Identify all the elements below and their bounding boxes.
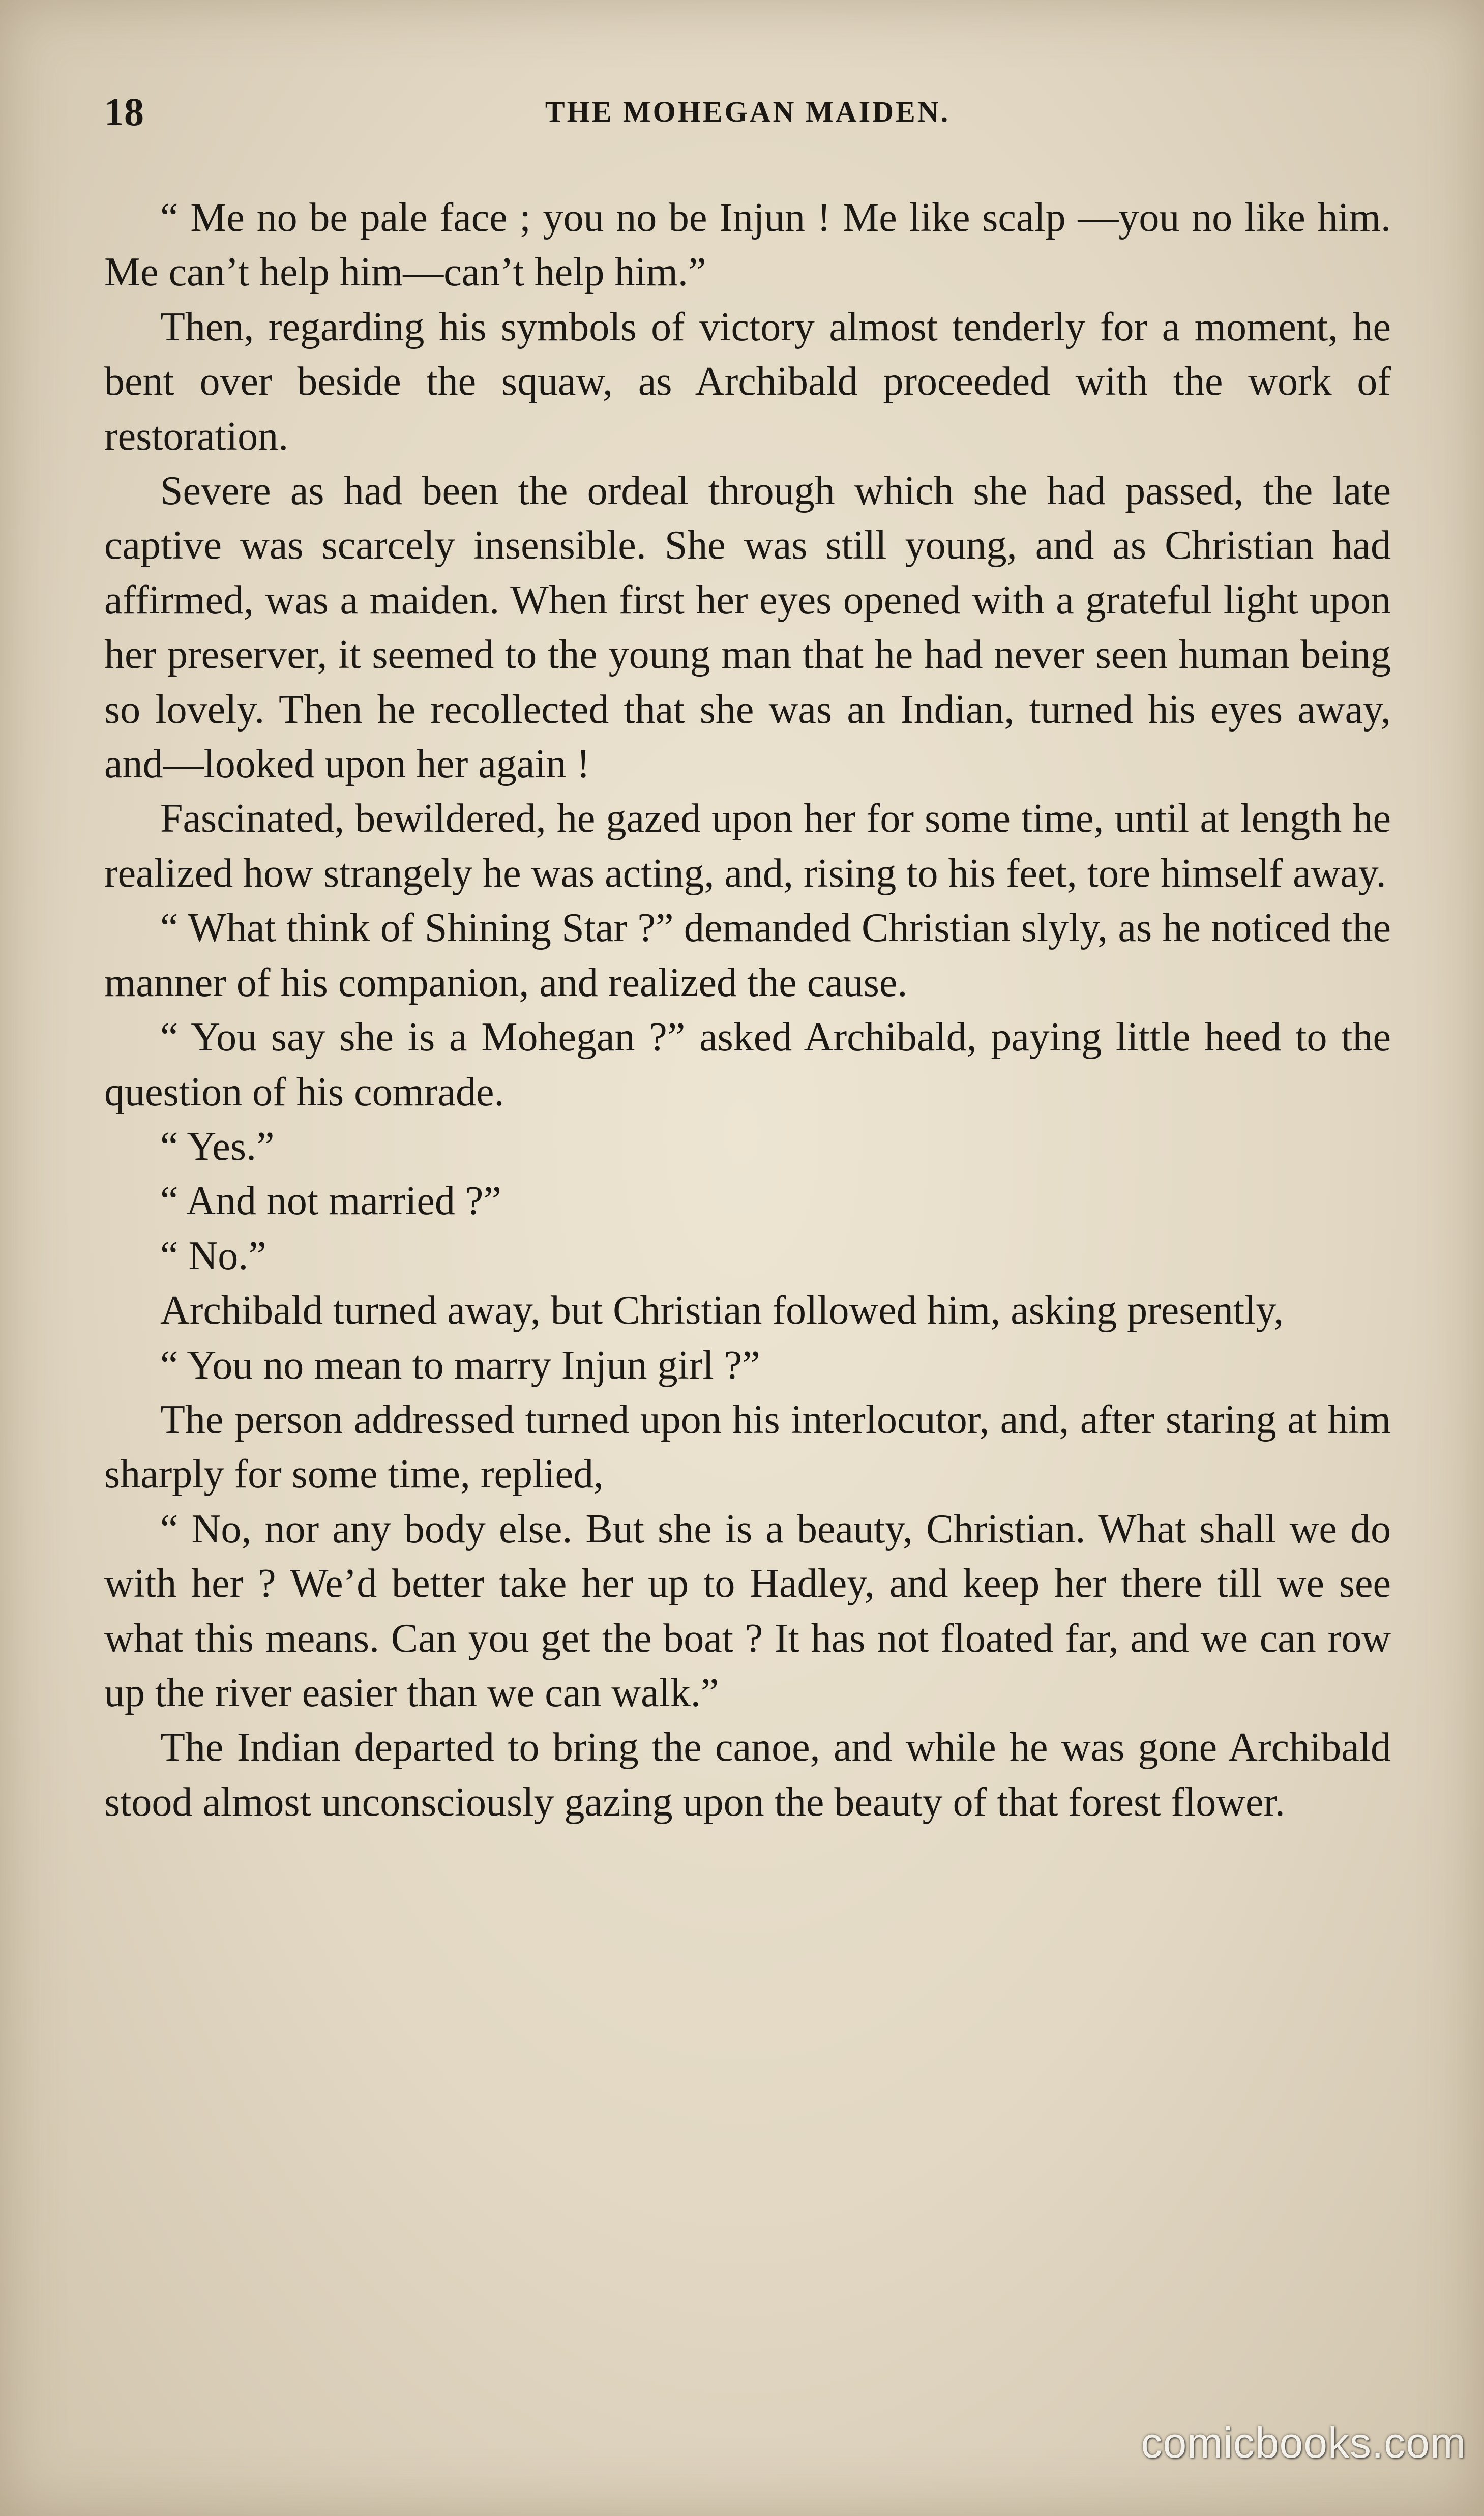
page-number: 18 <box>104 90 144 134</box>
paragraph: “ You say she is a Mohegan ?” asked Archibald, paying little heed to the question of his comrade. <box>104 1015 1391 1115</box>
body-text <box>104 191 1391 1830</box>
paragraph: Then, regarding his symbols of victory almost tenderly for a moment, he bent over beside the squaw, as Archibald proceeded with the work of restoration. <box>104 304 1391 459</box>
paragraph: “ You no mean to marry Injun girl ?” <box>160 1342 760 1388</box>
paragraph: Archibald turned away, but Christian followed him, asking presently, <box>160 1288 1284 1333</box>
paragraph: The Indian departed to bring the canoe, and while he was gone Archibald stood almost unconsciously gazing upon the beauty of that forest flower. <box>104 1725 1391 1825</box>
running-title: THE MOHEGAN MAIDEN. <box>545 95 951 128</box>
paragraph: “ Me no be pale face ; you no be Injun ! Me like scalp —you no like him. Me can’t help him—can’t help him.” <box>104 195 1391 295</box>
source-watermark: comicbooks.com <box>1141 2419 1466 2467</box>
paragraph: “ What think of Shining Star ?” demanded Christian slyly, as he noticed the manner of his companion, and realized the cause. <box>104 905 1391 1005</box>
paragraph: Fascinated, bewildered, he gazed upon her for some time, until at length he realized how strangely he was acting, and, rising to his feet, tore himself away. <box>104 796 1391 896</box>
paragraph: “ No.” <box>160 1233 266 1278</box>
paragraph: “ No, nor any body else. But she is a beauty, Christian. What shall we do with her ? We’d better take her up to Hadley, and keep her there till we see what this means. Can you get the boat ? It has not floated far, and we can row up the river easier than we can walk.” <box>104 1506 1391 1715</box>
running-head <box>104 89 1391 135</box>
paragraph: “ Yes.” <box>160 1124 275 1169</box>
paragraph: Severe as had been the ordeal through which she had passed, the late captive was scarcely insensible. She was still young, and as Christian had affirmed, was a maiden. When first her eyes opened with a grateful light upon her preserver, it seemed to the young man that he had never seen human being so lovely. Then he recollected that she was an Indian, turned his eyes away, and—looked upon her again ! <box>104 469 1391 787</box>
paragraph: The person addressed turned upon his interlocutor, and, after staring at him sharply for some time, replied, <box>104 1397 1391 1497</box>
paragraph: “ And not married ?” <box>160 1179 501 1224</box>
